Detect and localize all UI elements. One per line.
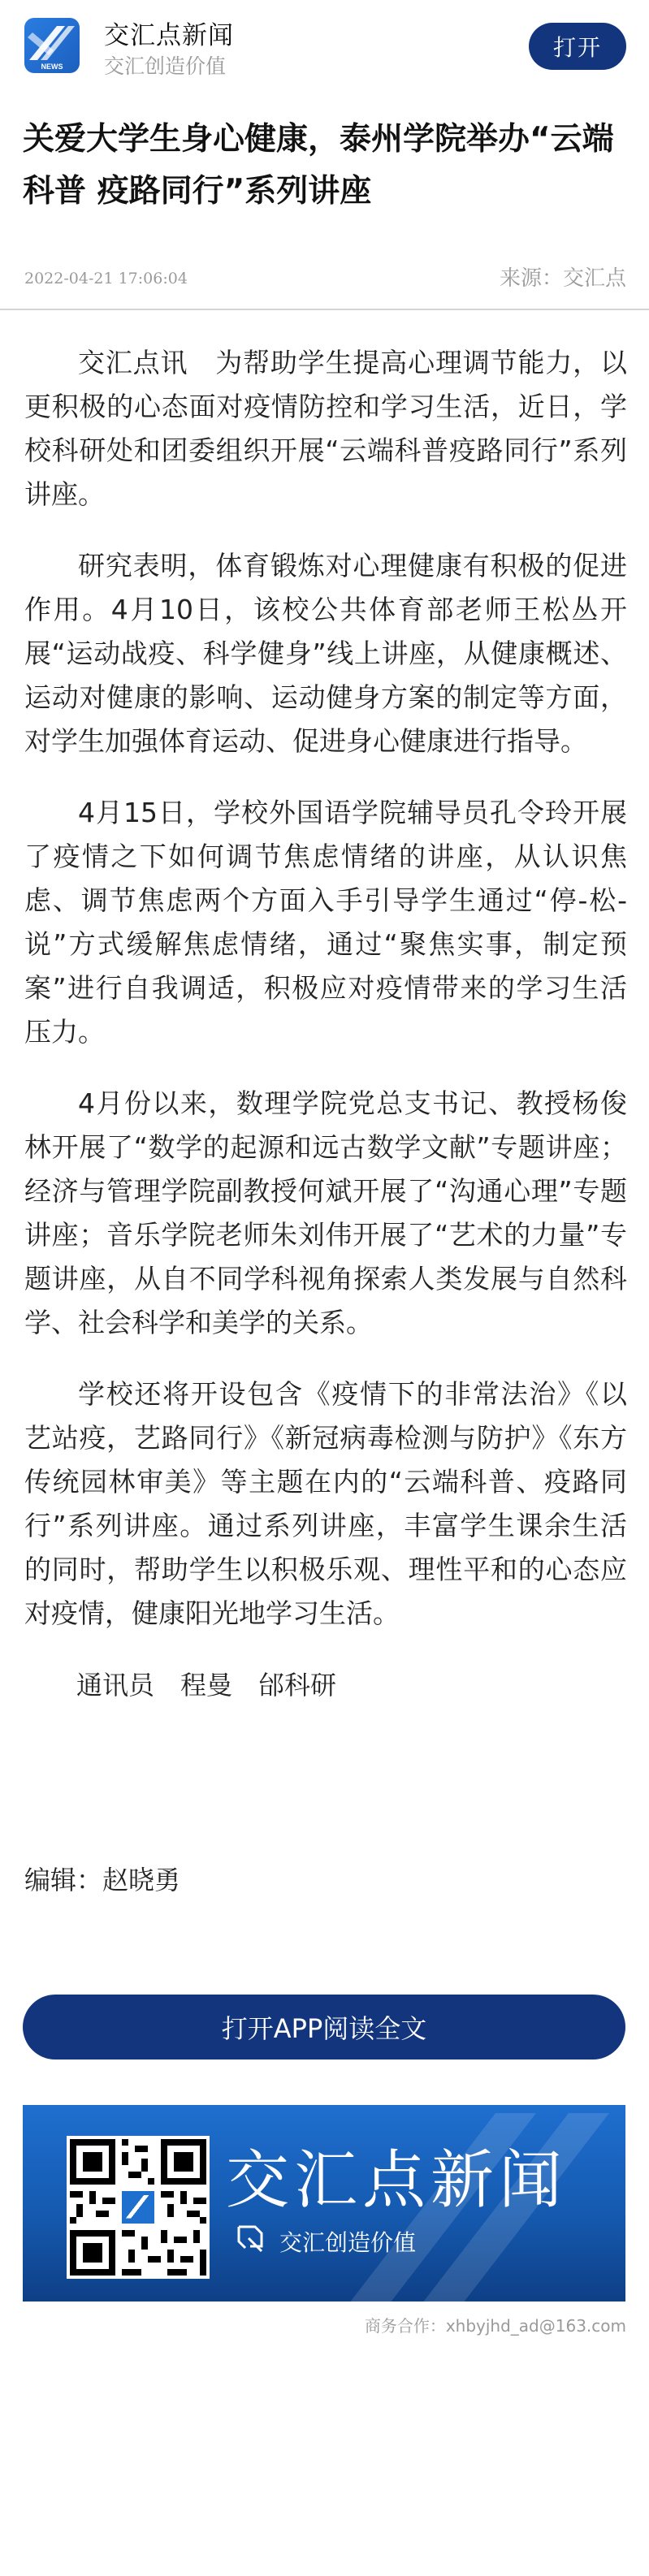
article-source: 来源：交汇点 (499, 266, 626, 291)
article-title: 关爱大学生身心健康，泰州学院举办“云端科普 疫路同行”系列讲座 (23, 121, 614, 210)
article-paragraph: 交汇点讯 为帮助学生提高心理调节能力，以更积极的心态面对疫情防控和学习生活，近日，学校科研处和团委组织开展“云端科普疫路同行”系列讲座。 (24, 347, 627, 510)
app-download-banner[interactable] (23, 2105, 625, 2302)
brand-name: 交汇点新闻 (104, 21, 234, 50)
article-paragraph: 4月15日，学校外国语学院辅导员孔令玲开展了疫情之下如何调节焦虑情绪的讲座，从认识焦虑、调节焦虑两个方面入手引导学生通过“停-松-说”方式缓解焦虑情绪，通过“聚焦实事，制定预案”进行自我调适，积极应对疫情带来的学习生活压力。 (24, 797, 627, 1048)
article-editor: 编辑：赵晓勇 (24, 1865, 181, 1895)
header-divider (0, 309, 649, 310)
article-byline: 通讯员 程曼 邰科研 (76, 1670, 337, 1701)
article-paragraph: 学校还将开设包含《疫情下的非常法治》《以艺站疫，艺路同行》《新冠病毒检测与防护》《东方传统园林审美》等主题在内的“云端科普、疫路同行”系列讲座。通过系列讲座，丰富学生课余生活的同时，帮助学生以积极乐观、理性平和的心态应对疫情，健康阳光地学习生活。 (24, 1378, 627, 1629)
app-top-bar (0, 0, 649, 91)
open-app-button[interactable]: 打开 (529, 23, 626, 70)
logo-news-text: NEWS (41, 63, 63, 71)
brand-slogan: 交汇创造价值 (104, 54, 227, 78)
business-contact: 商务合作：xhbyjhd_ad@163.com (364, 2316, 626, 2336)
q-mark-icon (234, 2222, 266, 2260)
read-full-in-app-button[interactable]: 打开APP阅读全文 (23, 1995, 625, 2060)
banner-slogan: 交汇创造价值 (279, 2228, 417, 2256)
app-logo-icon (24, 18, 80, 73)
article-paragraph: 4月份以来，数理学院党总支书记、教授杨俊林开展了“数学的起源和远古数学文献”专题讲座；经济与管理学院副教授何斌开展了“沟通心理”专题讲座；音乐学院老师朱刘伟开展了“艺术的力量”专题讲座，从自不同学科视角探索人类发展与自然科学、社会科学和美学的关系。 (24, 1087, 627, 1338)
banner-brand-title: 交汇点新闻 (226, 2144, 568, 2217)
qr-code-icon (67, 2136, 210, 2279)
banner-slogan-row (234, 2222, 416, 2260)
publish-date: 2022-04-21 17:06:04 (24, 270, 188, 287)
article-paragraph: 研究表明，体育锻炼对心理健康有积极的促进作用。4月10日，该校公共体育部老师王松丛开展“运动战疫、科学健身”线上讲座，从健康概述、运动对健康的影响、运动健身方案的制定等方面，对学生加强体育运动、促进身心健康进行指导。 (24, 550, 627, 757)
article-body (24, 341, 627, 1707)
